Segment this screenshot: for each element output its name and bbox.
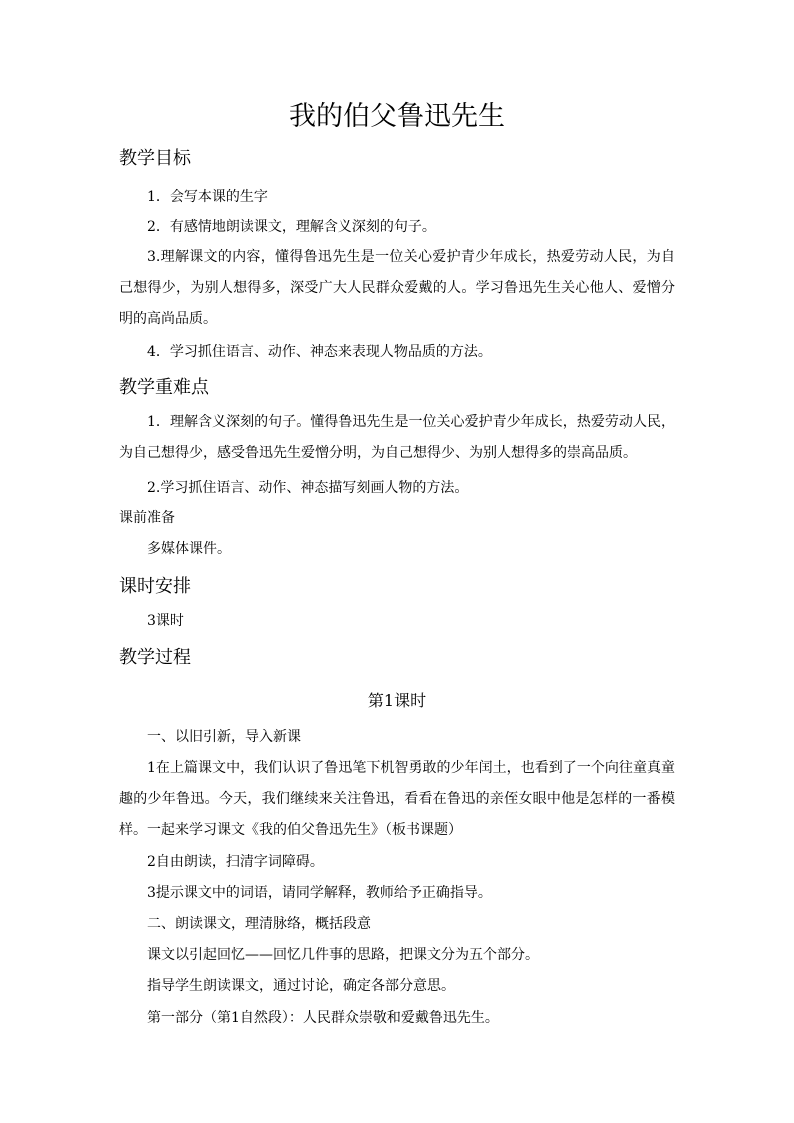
goal-item-4: 4．学习抓住语言、动作、神态来表现人物品质的方法。 — [147, 344, 492, 360]
section-heading-preparation: 课前准备 — [119, 510, 175, 526]
process-paragraph-5: 二、朗读课文，理清脉络，概括段意 — [147, 916, 371, 932]
goal-item-1: 1．会写本课的生字 — [147, 189, 268, 205]
key-point-item-1: 1．理解含义深刻的句子。懂得鲁迅先生是一位关心爱护青少年成长，热爱劳动人民，为自己想得少，感受鲁迅先生爱憎分明，为自己想得少、为别人想得多的崇高品质。 — [119, 414, 675, 461]
section-heading-key-points: 教学重难点 — [119, 377, 209, 398]
process-paragraph-1: 一、以旧引新，导入新课 — [147, 729, 301, 745]
section-heading-goals: 教学目标 — [119, 148, 191, 169]
lesson-heading: 第1课时 — [367, 691, 427, 710]
process-paragraph-2: 1在上篇课文中，我们认识了鲁迅笔下机智勇敢的少年闰土，也看到了一个向往童真童趣的少年鲁迅。今天，我们继续来关注鲁迅，看看在鲁迅的亲侄女眼中他是怎样的一番模样。一起来学习课文《我的伯父鲁迅先生》（板书课题） — [119, 760, 675, 838]
preparation-text: 多媒体课件。 — [147, 541, 231, 557]
section-heading-schedule: 课时安排 — [119, 576, 191, 597]
section-heading-process: 教学过程 — [119, 647, 191, 668]
process-paragraph-6: 课文以引起回忆——回忆几件事的思路，把课文分为五个部分。 — [147, 947, 539, 963]
process-paragraph-3: 2自由朗读，扫清字词障碍。 — [147, 854, 324, 870]
schedule-text: 3课时 — [147, 613, 184, 629]
document-title: 我的伯父鲁迅先生 — [289, 101, 505, 132]
process-paragraph-4: 3提示课文中的词语，请同学解释，教师给予正确指导。 — [147, 885, 492, 901]
goal-item-3: 3.理解课文的内容，懂得鲁迅先生是一位关心爱护青少年成长，热爱劳动人民，为自己想得少，为别人想得多，深受广大人民群众爱戴的人。学习鲁迅先生关心他人、爱憎分明的高尚品质。 — [119, 249, 675, 327]
process-paragraph-7: 指导学生朗读课文，通过讨论，确定各部分意思。 — [147, 978, 455, 994]
key-point-item-2: 2.学习抓住语言、动作、神态描写刻画人物的方法。 — [147, 480, 469, 496]
goal-item-2: 2．有感情地朗读课文，理解含义深刻的句子。 — [147, 219, 436, 235]
process-paragraph-8: 第一部分（第1自然段）：人民群众崇敬和爱戴鲁迅先生。 — [147, 1010, 499, 1026]
